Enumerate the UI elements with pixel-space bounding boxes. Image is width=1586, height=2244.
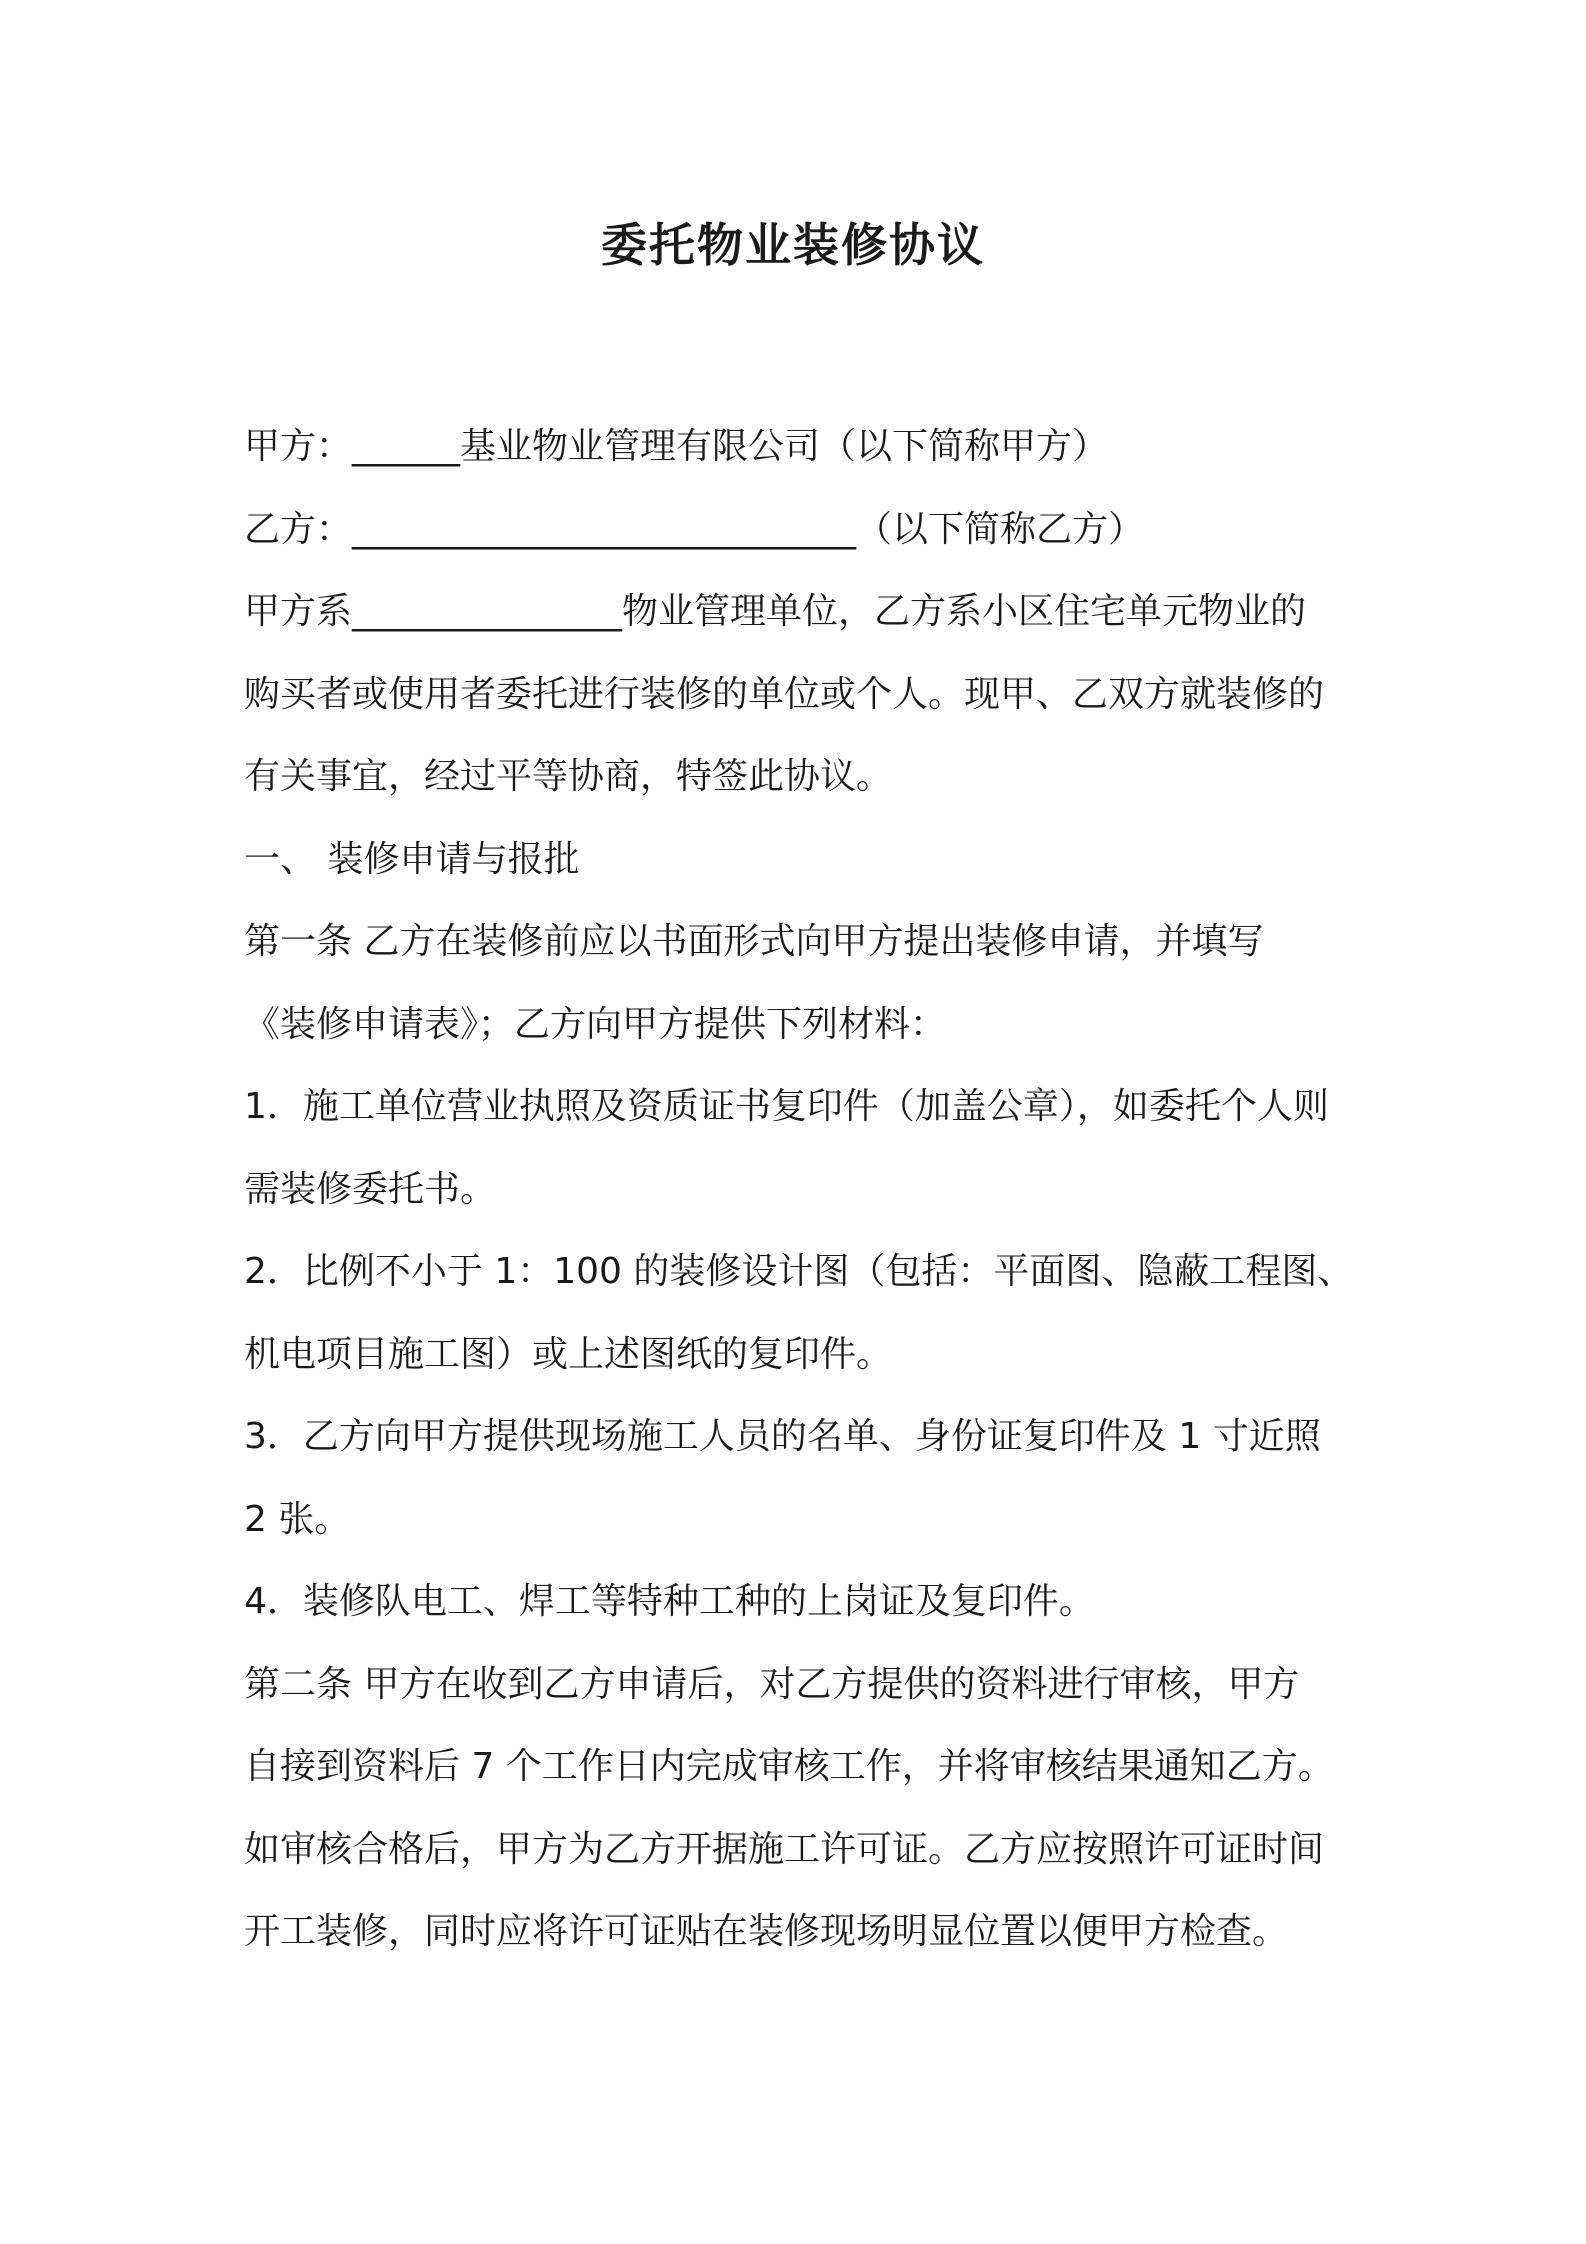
preamble-line: 有关事宜，经过平等协商，特签此协议。 (244, 756, 893, 797)
list-item-line: 3．乙方向甲方提供现场施工人员的名单、身份证复印件及 1 寸近照 (244, 1416, 1321, 1457)
list-item-line: 4．装修队电工、焊工等特种工种的上岗证及复印件。 (244, 1581, 1095, 1622)
section-heading: 一、 装修申请与报批 (244, 838, 580, 880)
article-two-line: 第二条 甲方在收到乙方申请后，对乙方提供的资料进行审核，甲方 (244, 1663, 1300, 1705)
list-item-line: 2．比例不小于 1：100 的装修设计图（包括：平面图、隐蔽工程图、 (244, 1251, 1354, 1292)
article-one-line: 第一条 乙方在装修前应以书面形式向甲方提出装修申请，并填写 (244, 921, 1264, 962)
list-item-line: 1．施工单位营业执照及资质证书复印件（加盖公章），如委托个人则 (244, 1086, 1329, 1127)
preamble-line: 甲方系_______________物业管理单位，乙方系小区住宅单元物业的 (244, 591, 1307, 632)
party-b-line: 乙方：____________________________（以下简称乙方） (244, 508, 1145, 550)
list-item-line: 需装修委托书。 (244, 1168, 497, 1210)
list-item-line: 机电项目施工图）或上述图纸的复印件。 (244, 1333, 893, 1375)
preamble-line: 购买者或使用者委托进行装修的单位或个人。现甲、乙双方就装修的 (244, 673, 1325, 715)
article-two-line: 开工装修，同时应将许可证贴在装修现场明显位置以便甲方检查。 (244, 1911, 1289, 1952)
document-title: 委托物业装修协议 (601, 218, 985, 272)
party-a-line: 甲方：______基业物业管理有限公司（以下简称甲方） (244, 426, 1109, 467)
document-body (244, 406, 1364, 1974)
article-one-line: 《装修申请表》；乙方向甲方提供下列材料： (244, 1003, 947, 1045)
article-two-line: 自接到资料后 7 个工作日内完成审核工作，并将审核结果通知乙方。 (244, 1746, 1334, 1787)
article-two-line: 如审核合格后，甲方为乙方开据施工许可证。乙方应按照许可证时间 (244, 1828, 1325, 1870)
list-item-line: 2 张。 (244, 1498, 351, 1540)
